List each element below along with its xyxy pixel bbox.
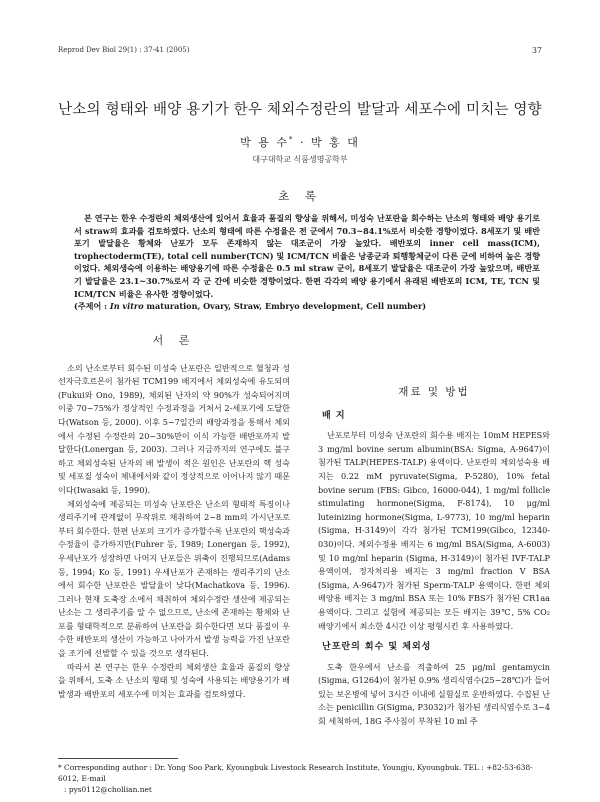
oocyte-subheading: 난포란의 회수 및 체외성	[322, 642, 432, 653]
intro-paragraph: 소의 난소로부터 회수된 미성숙 난포란은 일반적으로 혈청과 성선자극호르몬이 첨가된 TCM199 배지에서 체외성숙에 유도되며(Fukui와 Ono, 1989), 체외된 난자의 약 90%가 성숙되어지며 이중 70~75%가 정상적인 수정과정을 거쳐서 2-세포기에 도달한다(Watson 등, 2000). 이후 5~7일간의 배양과정을 통해서 체외에서 수정된 수정란의 20~30%만이 이식 가능한 배반포까지 발달한다(Lonergan 등, 2003). 그러나 지금까지의 연구에도 불구하고 체외성숙된 난자의 배 발생이 적은 원인은 난포란의 핵 성숙 및 세포질 성숙이 체내에서와 같이 정상적으로 이어나지 않기 때문이다(Iwasaki 등, 1990).	[58, 362, 290, 495]
keywords-prefix: (주제어 :	[74, 301, 110, 312]
intro-paragraph: 따라서 본 연구는 한우 수정란의 체외생산 효율과 품질의 향상을 위해서, 도축 소 난소의 형태 및 성숙에 사용되는 배양용기가 배 발생과 배반포의 세포수에 미치는 효과를 검토하였다.	[58, 661, 290, 699]
keywords-list: maturation, Ovary, Straw, Embryo development, Cell number)	[143, 301, 427, 312]
journal-citation: Reprod Dev Biol 29(1) : 37-41 (2005)	[58, 46, 190, 54]
abstract-body: 본 연구는 한우 수정란의 체외생산에 있어서 효율과 품질의 향상을 위해서, 미성숙 난포란을 회수하는 난소의 형태와 배양 용기로서 straw의 효과를 검토하였다. 난소의 형태에 따른 수정율은 전 군에서 70.3~84.1%로서 비슷한 경향이었다. 8세포기 및 배반포기 발달율은 황체와 난포가 모두 존재하지 않는 대조군이 가장 높았다. 배반포의 inner cell mass(ICM), trophectoderm(TE), total cell number(TCN) 및 ICM/TCN 비율은 낭종군과 퇴행황체군이 다른 군에 비하여 높은 경향이었다. 체외생숙에 이용하는 배양용기에 따른 수정율은 0.5 ml straw 군이, 8세포기 발달율은 대조군이 가장 높았으며, 배반포기 발달율은 23.1~30.7%로서 각 군 간에 비슷한 경향이었다. 한편 각각의 배양 용기에서 유래된 배반포의 ICM, TE, TCN 및 ICM/TCN 비율은 유사한 경향이었다.	[74, 213, 540, 299]
right-column	[318, 386, 550, 729]
running-header	[58, 46, 542, 60]
footnote-line: * Corresponding author : Dr. Yong Soo Park, Kyoungbuk Livestock Research Institute, Youngju, Kyoungbuk. TEL : +82-53-638-6012, E-mail	[58, 763, 533, 783]
intro-heading: 서 론	[152, 334, 196, 347]
keywords-italic: In vitro	[109, 301, 144, 312]
abstract	[74, 212, 540, 313]
keywords	[74, 300, 540, 313]
media-paragraph: 난포로부터 미성숙 난포란의 회수용 배지는 10mM HEPES와 3 mg/ml bovine serum albumin(BSA: Sigma, A-9647)이 첨가된 TALP(HEPES-TALP) 용액이다. 난포란의 체외성숙용 배지는 0.22 mM pyruvate(Sigma, P-5280), 10% fetal bovine serum (FBS: Gibco, 16000-044), 1 mg/ml follicle stimulating hormone(Sigma, F-8174), 10 μg/ml luteinizing hormone(Sigma, L-9773), 10 mg/ml heparin (Sigma, H-3149)이 각각 첨가된 TCM199(Gibco, 12340-030)이다. 체외수정용 배지는 6 mg/ml BSA(Sigma, A-6003)및 10 mg/ml heparin (Sigma, H-3149)이 첨가된 IVF-TALP 용액이며, 정자처리용 배지는 3 mg/ml fraction V BSA (Sigma, A-9647)가 첨가된 Sperm-TALP 용액이다. 한편 체외배양용 배지는 3 mg/ml BSA 또는 10% FBS가 첨가된 CR1aa 용액이다. 그리고 실험에 제공되는 모든 배지는 39℃, 5% CO₂ 배양기에서 최소한 4시간 이상 평형시킨 후 사용하였다.	[318, 430, 550, 631]
affiliation: 대구대학교 식품생명공학부	[252, 155, 348, 164]
author-line	[0, 134, 600, 150]
author-1: 박 용 수	[240, 136, 289, 149]
methods-heading: 재료 및 방법	[398, 386, 470, 398]
page-number: 37	[531, 46, 542, 55]
footnote-email: : pys0112@chollian.net	[64, 785, 152, 794]
author-2: 박 홍 대	[311, 136, 360, 149]
author-separator: ·	[294, 136, 311, 149]
media-subheading: 배 지	[322, 410, 346, 421]
abstract-heading: 초 록	[278, 189, 322, 203]
left-column	[58, 330, 290, 701]
corresponding-mark: *	[289, 135, 295, 144]
oocyte-paragraph: 도축 한우에서 난소를 적출하여 25 μg/ml gentamycin (Sigma, G1264)이 첨가된 0.9% 생리식염수(25~28℃)가 들어있는 보온병에 넣어 3시간 이내에 실험실로 운반하였다. 수집된 난소는 penicillin G(Sigma, P3032)가 첨가된 생리식염수로 3~4회 세척하여, 18G 주사침이 부착된 10 ml 주	[318, 661, 550, 727]
article-title: 난소의 형태와 배양 용기가 한우 체외수정란의 발달과 세포수에 미치는 영향	[58, 102, 542, 118]
intro-paragraph: 체외성숙에 제공되는 미성숙 난포란은 난소의 형태적 특징이나 생리주기에 관계없이 무작위로 채취하여 2~8 mm의 가시난포로부터 회수한다. 한편 난포의 크기가 증가할수록 난포란의 핵성숙과 수정율이 증가하지만(Fuhrer 등, 1989; Lonergan 등, 1992), 우세난포가 성장하면 나머지 난포들은 위축이 진행되므로(Adams 등, 1994; Ko 등, 1991) 우세난포가 존재하는 생리주기의 난소에서 회수한 난포란은 발달율이 낮다(Machatkova 등, 1996). 그러나 현재 도축장 소에서 채취하여 체외수정란 생산에 제공되는 난소는 그 생리주기를 알 수 없으므로, 난소에 존재하는 황체와 난포를 형태학적으로 분류하여 난포란을 회수한다면 보다 품질이 우수한 배반포의 생산이 가능하고 나아가서 발생 능력을 가진 난포란을 조기에 선발할 수 있을 것으로 생각된다.	[58, 498, 290, 659]
footnote	[58, 758, 542, 795]
footnote-rule	[58, 758, 178, 759]
